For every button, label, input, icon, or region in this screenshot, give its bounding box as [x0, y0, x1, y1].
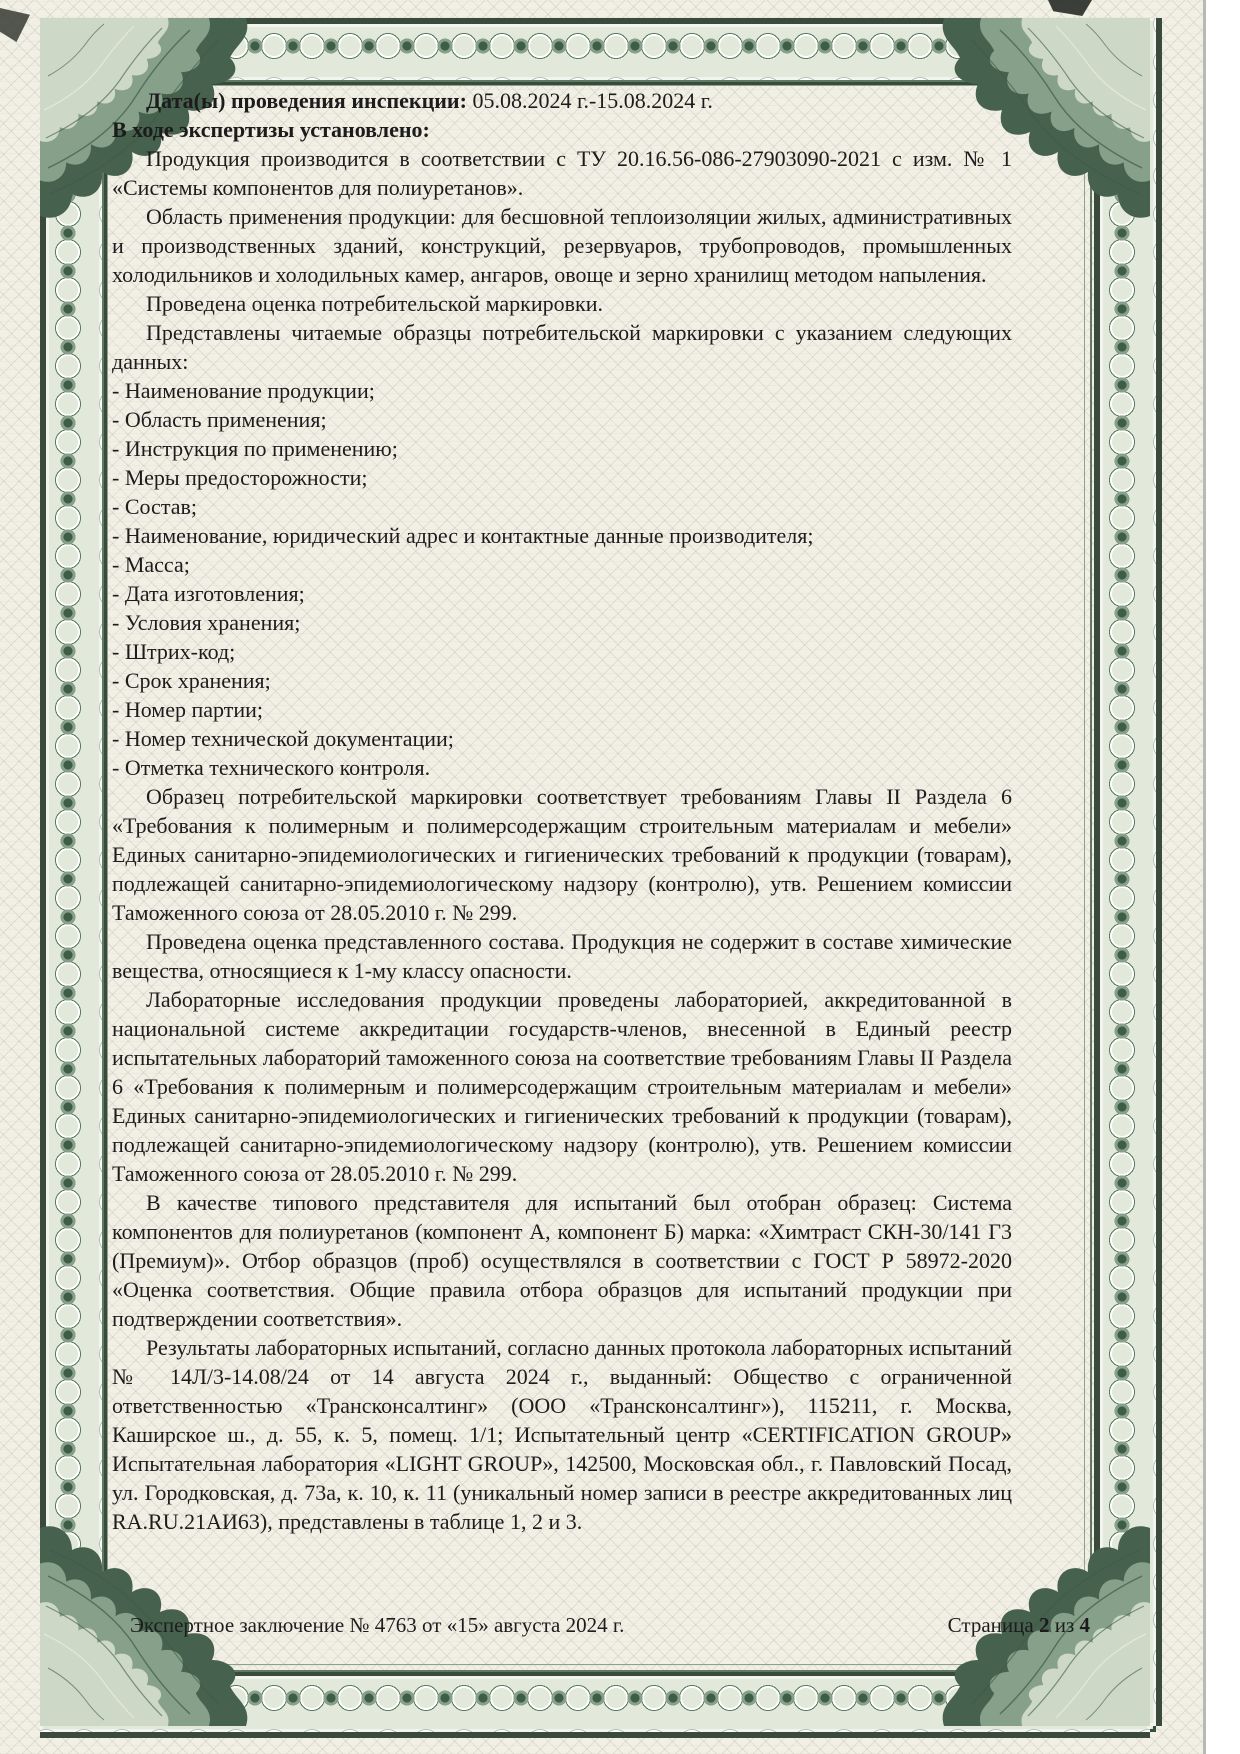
footer-page-indicator [948, 1612, 1100, 1638]
footer-page-total: 4 [1079, 1613, 1090, 1637]
paragraph-sample-selected: В качестве типового представителя для испытаний был отобран образец: Система компонентов для полиуретанов (компонент А, компонент Б) марка: «Химтраст СКН-30/141 Г3 (Премиум)». Отбор образцов (проб) осуществлялся в соответствии с ГОСТ Р 58972-2020 «Оценка соответствия. Общие правила отбора образцов для испытаний продукции при подтверждении соответствия». [112, 1190, 1012, 1331]
marking-list-item: - Наименование, юридический адрес и контактные данные производителя; [112, 523, 814, 548]
paragraph-results: Результаты лабораторных испытаний, согласно данных протокола лабораторных испытаний № 14Л/3-14.08/24 от 14 августа 2024 г., выданный: Общество с ограниченной ответственностью «Трансконсалтинг» (ООО «Трансконсалтинг»), 115211, г. Москва, Каширское ш., д. 55, к. 5, помещ. 1/1; Испытательный центр «CERTIFICATION GROUP» Испытательная лаборатория «LIGHT GROUP», 142500, Московская обл., г. Павловский Посад, ул. Городковская, д. 73а, к. 10, к. 11 (уникальный номер записи в реестре аккредитованных лиц RA.RU.21АИ63), представлены в таблице 1, 2 и 3. [112, 1335, 1012, 1534]
marking-list-item: - Номер партии; [112, 697, 264, 722]
paragraph-sample-conform: Образец потребительской маркировки соответствует требованиям Главы II Раздела 6 «Требования к полимерным и полимерсодержащим строительным материалам и мебели» Единых санитарно-эпидемиологических и гигиенических требований к продукции (товарам), подлежащей санитарно-эпидемиологическому надзору (контролю), утв. Решением комиссии Таможенного союза от 28.05.2010 г. № 299. [112, 784, 1012, 925]
paragraph-marking-eval: Проведена оценка потребительской маркировки. [146, 291, 603, 316]
marking-list-item: - Область применения; [112, 407, 327, 432]
footer-conclusion-ref: Экспертное заключение № 4763 от «15» августа 2024 г. [130, 1613, 625, 1637]
marking-list [112, 376, 1012, 782]
marking-list-item: - Дата изготовления; [112, 581, 305, 606]
marking-list-item: - Срок хранения; [112, 668, 271, 693]
paragraph-composition: Проведена оценка представленного состава. Продукция не содержит в составе химические вещества, относящиеся к 1-му классу опасности. [112, 929, 1012, 983]
border-band-right [1094, 18, 1162, 1726]
marking-list-item: - Номер технической документации; [112, 726, 454, 751]
marking-list-item: - Инструкция по применению; [112, 436, 398, 461]
marking-list-item: - Масса; [112, 552, 190, 577]
paragraph-scope: Область применения продукции: для бесшовной теплоизоляции жилых, административных и производственных зданий, конструкций, резервуаров, трубопроводов, промышленных холодильников и холодильных камер, ангаров, овоще и зерно хранилищ методом напыления. [112, 204, 1012, 287]
footer-page-number: 2 [1038, 1613, 1050, 1637]
footer-of-word: из [1054, 1613, 1075, 1637]
paragraph-lab: Лабораторные исследования продукции проведены лабораторией, аккредитованной в национальной системе аккредитации государств-членов, внесенной в Единый реестр испытательных лабораторий таможенного союза на соответствие требованиям Главы II Раздела 6 «Требования к полимерным и полимерсодержащим строительным материалам и мебели» Единых санитарно-эпидемиологических и гигиенических требований к продукции (товарам), подлежащей санитарно-эпидемиологическому надзору (контролю), утв. Решением комиссии Таможенного союза от 28.05.2010 г. № 299. [112, 987, 1012, 1186]
marking-list-item: - Меры предосторожности; [112, 465, 368, 490]
established-heading: В ходе экспертизы установлено: [112, 117, 430, 142]
paragraph-tu: Продукция производится в соответствии с ТУ 20.16.56-086-27903090-2021 с изм. № 1 «Системы компонентов для полиуретанов». [112, 146, 1012, 200]
marking-list-item: - Штрих-код; [112, 639, 236, 664]
paragraph-marking-samples: Представлены читаемые образцы потребительской маркировки с указанием следующих данных: [112, 320, 1012, 374]
document-body [112, 86, 1012, 1536]
scan-background-strip [1206, 0, 1240, 1754]
marking-list-item: - Условия хранения; [112, 610, 301, 635]
marking-list-item: - Отметка технического контроля. [112, 755, 431, 780]
marking-list-item: - Наименование продукции; [112, 378, 375, 403]
footer-page-word: Страница [947, 1613, 1034, 1637]
inspection-dates-label: Дата(ы) проведения инспекции: [146, 88, 467, 113]
inspection-dates-line [112, 86, 1012, 115]
inspection-dates-value: 05.08.2024 г.-15.08.2024 г. [472, 88, 713, 113]
page-footer [130, 1612, 1100, 1638]
marking-list-item: - Состав; [112, 494, 197, 519]
border-band-left [40, 18, 108, 1726]
